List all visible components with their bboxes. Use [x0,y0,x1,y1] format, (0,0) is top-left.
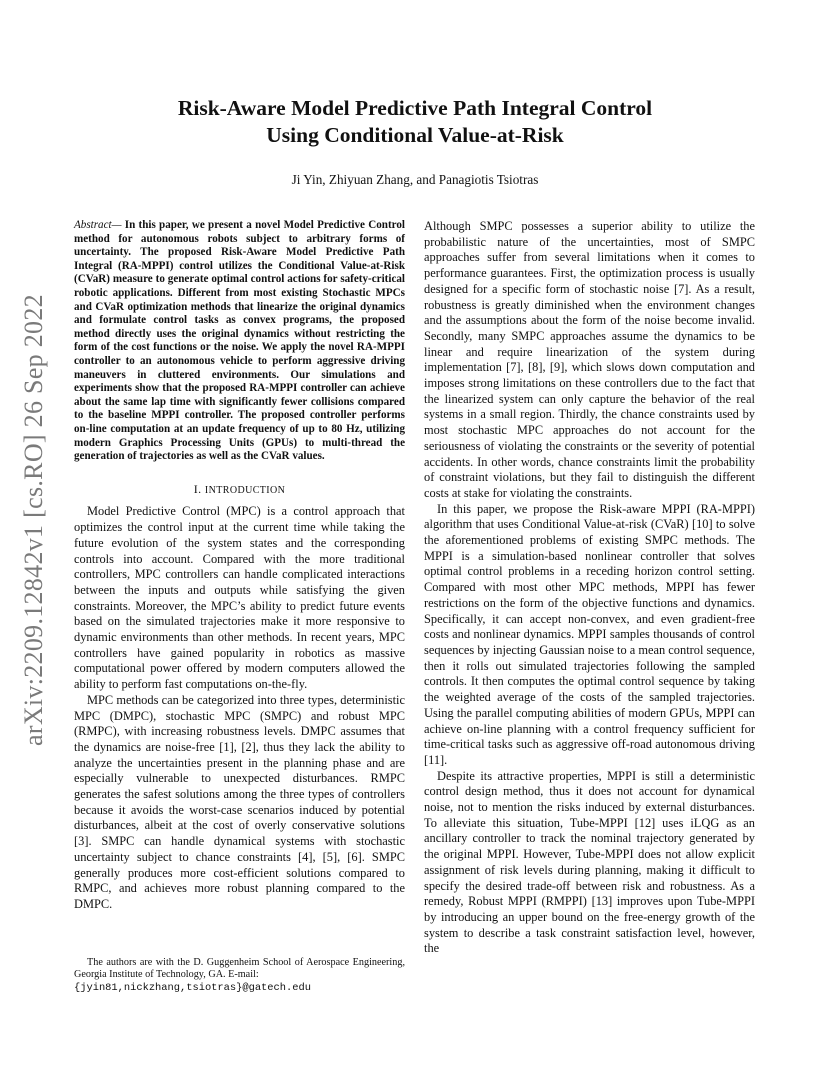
intro-paragraph-1: Model Predictive Control (MPC) is a control approach that optimizes the control input at the current time while taking the future evolution of the system states and the corresponding controls into account. Compared with the more traditional controllers, MPC controllers can handle complicated interactions between the inputs and outputs while satisfying the given constraints. Moreover, the MPC’s ability to predict future events based on the simulated trajectories make it more responsive to dynamic environments than other methods. In recent years, MPC controllers have gained popularity in robotics as massive computational power offered by modern computers allowed the ability to perform fast computations on-the-fly. [74,504,405,692]
footnote-emails: {jyin81,nickzhang,tsiotras}@gatech.edu [74,981,311,994]
intro-paragraph-4: In this paper, we propose the Risk-aware MPPI (RA-MPPI) algorithm that uses Conditional Value-at-risk (CVaR) [10] to solve the aforementioned problems of existing SMPC methods. The MPPI is a simulation-based nonlinear controller that solves optimal control problems in a receding horizon control setting. Compared with most other MPC methods, MPPI has fewer restrictions on the form of the objective functions and dynamics. Specifically, it can accept non-convex, and even gradient-free costs and nonlinear dynamics. MPPI samples thousands of control sequences by injecting Gaussian noise to a mean control sequence, then it rolls out simulated trajectories following the sampled controls. It then computes the optimal control sequence by taking the weighted average of the costs of the sampled trajectories. Using the parallel computing abilities of modern GPUs, MPPI can achieve on-line planning with a control frequency sufficient for time-critical tasks such as aggressive off-road autonomous driving [11]. [424,501,756,767]
intro-paragraph-5: Despite its attractive properties, MPPI is still a deterministic control design method, thus it does not account for dynamical noise, not to mention the risks induced by external disturbances. To alleviate this situation, Tube-MPPI [12] uses iLQG as an ancillary controller to track the nominal trajectory generated by the original MPPI. However, Tube-MPPI does not allow explicit assignment of risk levels during planning, making it difficult to specify the desired trade-off between risk and robustness. As a remedy, Robust MPPI (RMPPI) [13] improves upon Tube-MPPI by introducing an upper bound on the free-energy growth of the system to describe a task constraint satisfaction level, however, the [424,768,755,956]
intro-paragraph-3: Although SMPC possesses a superior ability to utilize the probabilistic nature of the uncertainties, most of SMPC approaches suffer from several limitations when it comes to performance guarantees. First, the optimization process is usually designed for a specific form of stochastic noise [7]. As a result, robustness is greatly diminished when the environment changes and the assumptions about the form of the noise become invalid. Secondly, many SMPC approaches assume the dynamics to be linear and require linearization of the system during implementation [7], [8], [9], which slows down computation and imposes strong limitations on these controllers due to the fact that the linearized system can only capture the behavior of the real systems in a small region. Thirdly, the chance constraints used by most stochastic MPC approaches do not account for the seriousness of violating the constraints or the severity of potential accidents. In other words, chance constraints limit the probability of constraint violations, but they fail to distinguish the different costs at stake for violating the constraints. [424,219,755,500]
arxiv-id-text: arXiv:2209.12842v1 [cs.RO] 26 Sep 2022 [19,294,49,746]
arxiv-side-identifier [19,285,49,755]
author-footnote [74,957,405,994]
section-number: I. [193,481,202,496]
left-column [74,219,405,913]
author-list: Ji Yin, Zhiyuan Zhang, and Panagiotis Tsiotras [291,172,539,187]
section-title: INTRODUCTION [204,484,286,496]
intro-paragraph-2: MPC methods can be categorized into three types, deterministic MPC (DMPC), stochastic MPC (SMPC) and robust MPC (RMPC), with increasing robustness levels. DMPC assumes that the dynamics are noise-free [1], [2], thus they lack the ability to analyze the uncertainties present in the planning phase and are especially vulnerable to unexpected disturbances. RMPC generates the safest solutions among the three types of controllers because it avoids the worst-case scenarios induced by potential disturbances, albeit at the cost of overly conservative solutions [3]. SMPC can handle dynamical systems with stochastic uncertainty subject to chance constraints [4], [5], [6]. SMPC generally produces more cost-efficient solutions compared to RMPC, and achieves more robust planning compared to the DMPC. [74,692,405,911]
abstract-label: Abstract— [74,219,122,231]
abstract [74,219,405,464]
paper-title [120,95,710,149]
footnote-text: The authors are with the D. Guggenheim School of Aerospace Engineering, Georgia Institute of Technology, GA. E-mail: [74,957,405,981]
section-heading [74,482,405,499]
title-line-2: Using Conditional Value-at-Risk [266,123,564,147]
right-column [424,219,755,957]
abstract-body: In this paper, we present a novel Model Predictive Control method for autonomous robots subject to arbitrary forms of uncertainty. The proposed Risk-Aware Model Predictive Path Integral (RA-MPPI) control utilizes the Conditional Value-at-Risk (CVaR) measure to generate optimal control actions for safety-critical robotic applications. Different from most existing Stochastic MPCs and CVaR optimization methods that linearize the original dynamics and formulate control tasks as convex programs, the proposed method directly uses the original dynamics without restricting the form of the cost functions or the noise. We apply the novel RA-MPPI controller to an autonomous vehicle to perform aggressive driving maneuvers in cluttered environments. Our simulations and experiments show that the proposed RA-MPPI controller can achieve about the same lap time with significantly fewer collisions compared to the baseline MPPI controller. The proposed controller performs on-line computation at an update frequency of up to 80 Hz, utilizing modern Graphics Processing Units (GPUs) to multi-thread the generation of trajectories as well as the CVaR values. [74,219,405,463]
title-line-1: Risk-Aware Model Predictive Path Integral Control [177,96,653,120]
